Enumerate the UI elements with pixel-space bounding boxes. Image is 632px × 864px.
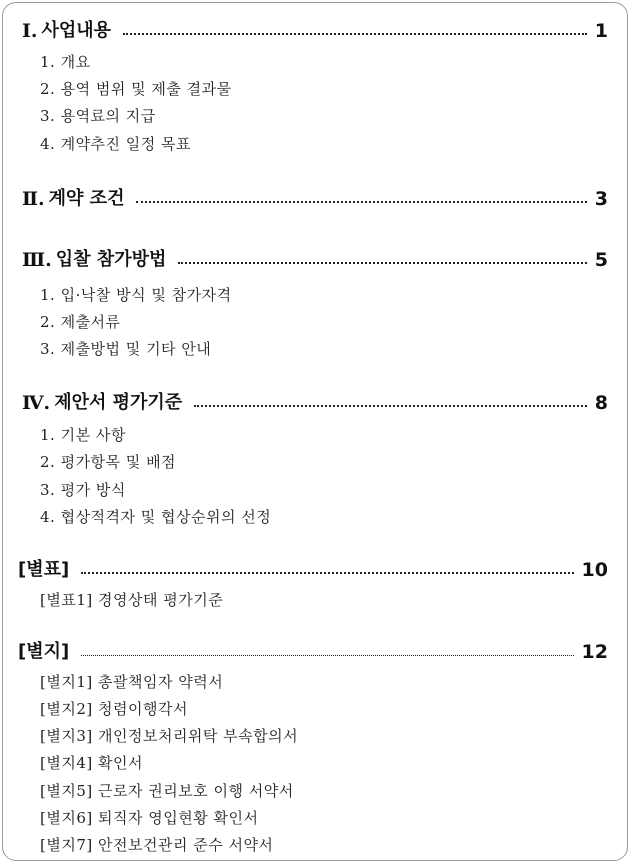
toc-item[interactable]: 1. 입·낙찰 방식 및 참가자격	[40, 286, 232, 304]
toc-item[interactable]: 3. 평가 방식	[40, 481, 126, 499]
heading-title: 사업내용	[41, 20, 112, 41]
toc-item[interactable]: [별지3] 개인정보처리위탁 부속합의서	[40, 727, 299, 745]
heading-number: Ⅱ.	[22, 188, 45, 210]
page-number: 10	[581, 559, 608, 581]
toc-heading-1[interactable]	[22, 14, 608, 42]
toc-item[interactable]: [별지4] 확인서	[40, 754, 143, 772]
toc-item[interactable]: 3. 제출방법 및 기타 안내	[40, 340, 212, 358]
toc-item[interactable]: 2. 제출서류	[40, 313, 121, 331]
dot-leader	[194, 405, 587, 407]
toc-item[interactable]: 2. 용역 범위 및 제출 결과물	[40, 80, 232, 98]
dot-leader	[136, 201, 586, 203]
page-number: 8	[594, 392, 608, 414]
page-number: 12	[581, 641, 608, 663]
toc-item[interactable]: [별지5] 근로자 권리보호 이행 서약서	[40, 782, 294, 800]
toc-heading-3[interactable]	[22, 243, 608, 271]
toc-item[interactable]: [별지7] 안전보건관리 준수 서약서	[40, 836, 274, 854]
toc-item[interactable]: 4. 계약추진 일정 목표	[40, 135, 192, 153]
toc-item[interactable]: 2. 평가항목 및 배점	[40, 453, 177, 471]
toc-heading-appendix-form[interactable]	[18, 635, 608, 663]
dot-leader	[178, 262, 586, 264]
heading-title: 제안서 평가기준	[54, 392, 183, 413]
heading-title: 입찰 참가방법	[55, 249, 167, 270]
toc-item[interactable]: 3. 용역료의 지급	[40, 107, 156, 125]
page-number: 5	[594, 249, 608, 271]
toc-item[interactable]: [별지6] 퇴직자 영입현황 확인서	[40, 809, 259, 827]
toc-heading-4[interactable]	[22, 386, 608, 414]
heading-number: Ⅰ.	[22, 20, 38, 42]
toc-item[interactable]: 4. 협상적격자 및 협상순위의 선정	[40, 508, 272, 526]
page-number: 3	[594, 188, 608, 210]
toc-item[interactable]: [별표1] 경영상태 평가기준	[40, 591, 224, 609]
heading-title: [별표]	[18, 559, 70, 580]
dot-leader	[81, 655, 573, 656]
dot-leader	[81, 572, 573, 574]
heading-title: 계약 조건	[48, 188, 125, 209]
toc-item[interactable]: 1. 개요	[40, 53, 91, 71]
heading-number: Ⅲ.	[22, 249, 52, 271]
heading-number: Ⅳ.	[22, 392, 51, 414]
page-number: 1	[594, 20, 608, 42]
toc-heading-2[interactable]	[22, 182, 608, 210]
toc-item[interactable]: 1. 기본 사항	[40, 426, 126, 444]
dot-leader	[123, 33, 587, 35]
toc-heading-appendix-table[interactable]	[18, 553, 608, 581]
heading-title: [별지]	[18, 641, 70, 662]
toc-item[interactable]: [별지2] 청렴이행각서	[40, 700, 188, 718]
toc-item[interactable]: [별지1] 총괄책임자 약력서	[40, 673, 224, 691]
